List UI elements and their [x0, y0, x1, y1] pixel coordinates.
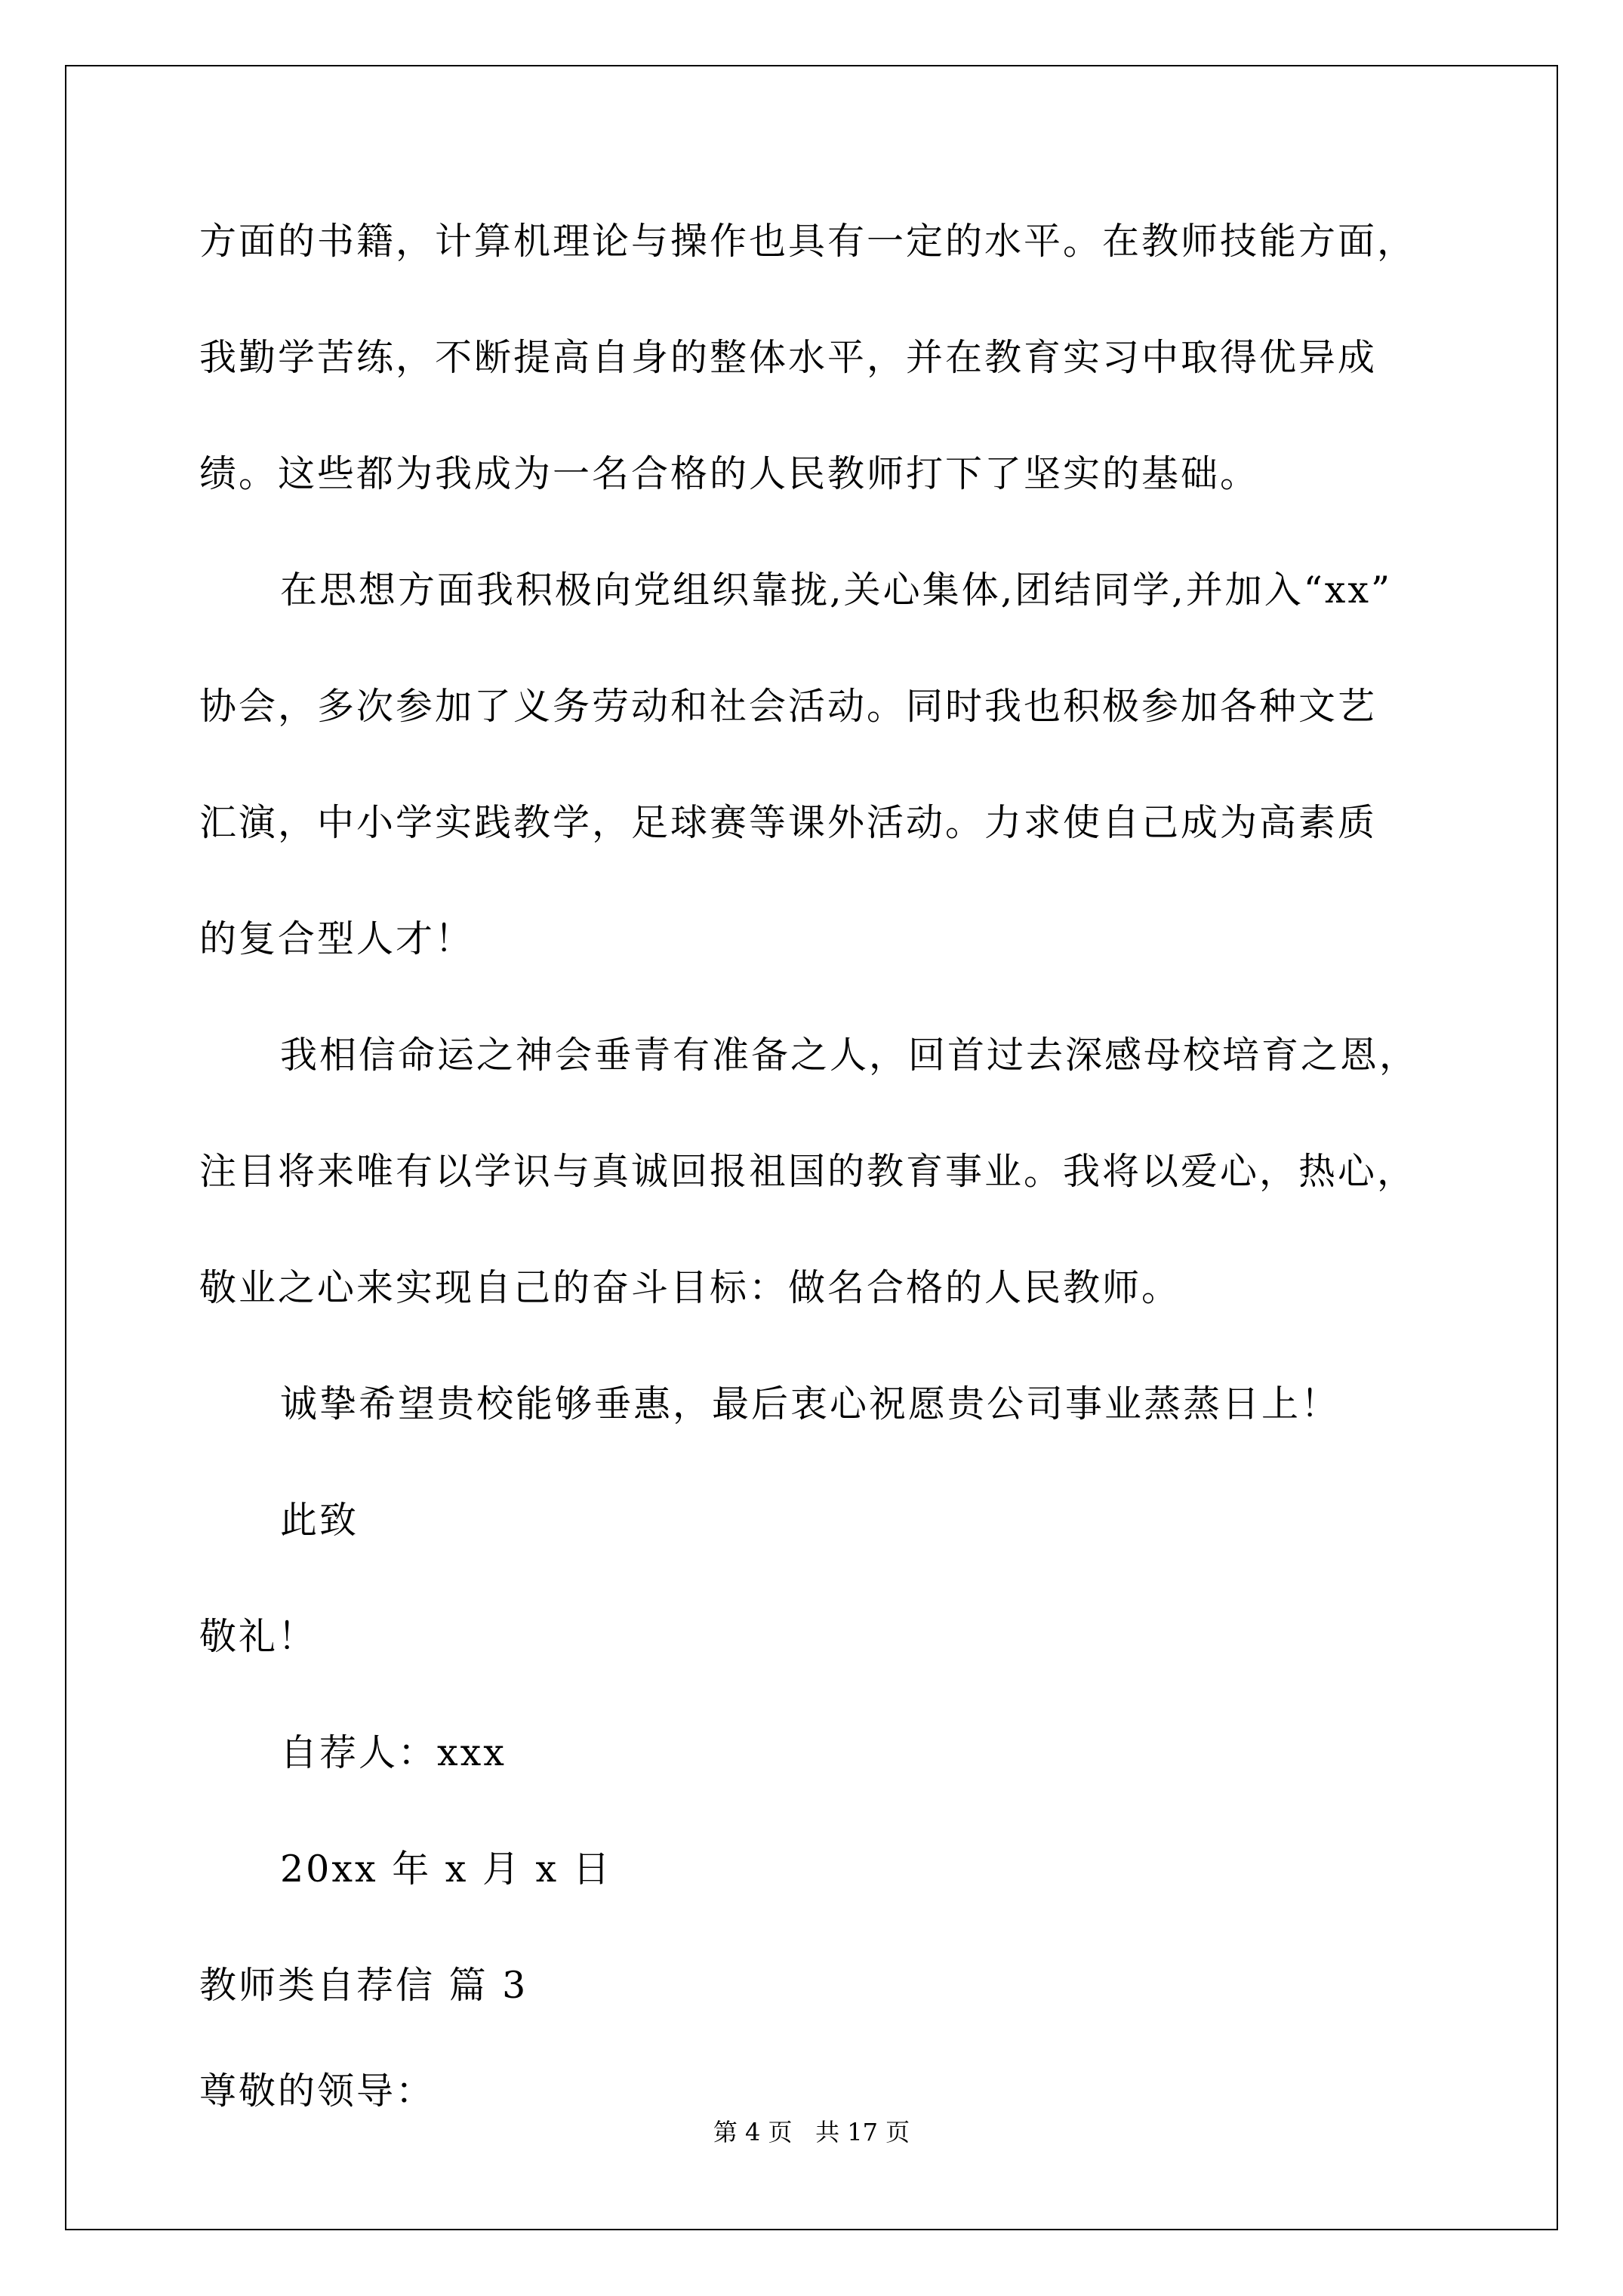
body-line-6: 汇演，中小学实践教学，足球赛等课外活动。力求使自己成为高素质	[199, 801, 1378, 844]
body-line-2: 我勤学苦练，不断提高自身的整体水平，并在教育实习中取得优异成	[199, 336, 1378, 379]
closing-regards: 敬礼！	[199, 1615, 318, 1658]
body-line-10: 敬业之心来实现自己的奋斗目标：做名合格的人民教师。	[199, 1266, 1181, 1309]
body-line-11: 诚挚希望贵校能够垂惠，最后衷心祝愿贵公司事业蒸蒸日上！	[280, 1382, 1341, 1425]
body-line-4: 在思想方面我积极向党组织靠拢,关心集体,团结同学,并加入“xx”	[280, 569, 1393, 612]
page-border	[65, 65, 1558, 2230]
greeting-line: 尊敬的领导：	[199, 2069, 436, 2113]
body-line-7: 的复合型人才！	[199, 917, 475, 960]
closing-salutation: 此致	[280, 1499, 359, 1542]
page-number-footer: 第 4 页 共 17 页	[713, 2118, 910, 2147]
section-heading: 教师类自荐信 篇 3	[199, 1964, 528, 2007]
body-line-9: 注目将来唯有以学识与真诚回报祖国的教育事业。我将以爱心，热心，	[199, 1150, 1417, 1193]
date-line: 20xx 年 x 月 x 日	[280, 1848, 612, 1891]
body-line-1: 方面的书籍，计算机理论与操作也具有一定的水平。在教师技能方面，	[199, 220, 1417, 263]
signature-line: 自荐人：xxx	[280, 1731, 507, 1774]
body-line-5: 协会，多次参加了义务劳动和社会活动。同时我也积极参加各种文艺	[199, 685, 1378, 728]
body-line-8: 我相信命运之神会垂青有准备之人，回首过去深感母校培育之恩，	[280, 1034, 1419, 1077]
body-line-3: 绩。这些都为我成为一名合格的人民教师打下了坚实的基础。	[199, 452, 1260, 495]
